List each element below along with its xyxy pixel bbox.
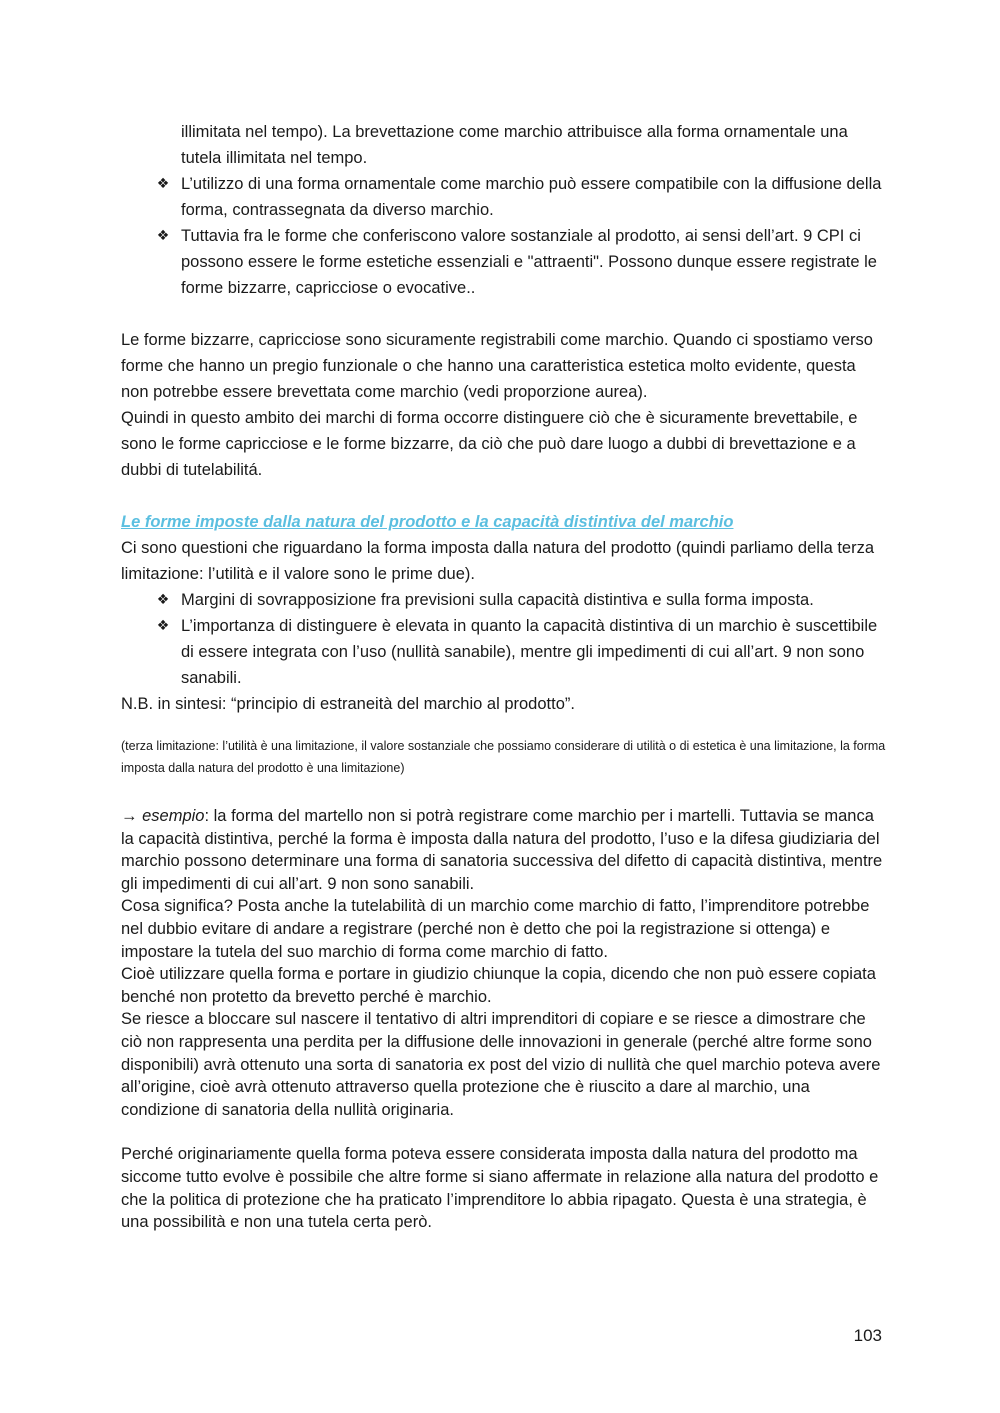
- example-block: [121, 805, 886, 1234]
- arrow-icon: →: [121, 807, 143, 825]
- paragraph: Se riesce a bloccare sul nascere il tentativo di altri imprenditori di copiare e se riesce a dimostrare che ciò non rappresenta una perdita per la diffusione delle innovazioni in generale (perché altre forme sono disponibili) avrà ottenuto una sorta di sanatoria ex post del vizio di nullità che quel marchio poteva avere all’origine, cioè avrà ottenuto attraverso quella protezione che è riuscito a dare al marchio, una condizione di sanatoria della nullità originaria.: [121, 1010, 881, 1119]
- paragraph: Cosa significa? Posta anche la tutelabilità di un marchio come marchio di fatto, l’imprenditore potrebbe nel dubbio evitare di andare a registrare (perché non è detto che poi la registrazione si ottenga) e impostare la tutela del suo marchio di forma come marchio di fatto.: [121, 897, 870, 961]
- section-intro: Ci sono questioni che riguardano la forma imposta dalla natura del prodotto (quindi parliamo della terza limitazione: l’utilità e il valore sono le prime due).: [121, 539, 875, 583]
- spacer: [121, 717, 886, 735]
- page-content: [121, 119, 886, 1234]
- list-item-text: L’importanza di distinguere è elevata in quanto la capacità distintiva di un marchio è suscettibile di essere integrata con l’uso (nullità sanabile), mentre gli impedimenti di cui all’art. 9 non sono sanabili.: [181, 617, 878, 687]
- paragraph: Le forme bizzarre, capricciose sono sicuramente registrabili come marchio. Quando ci spostiamo verso forme che hanno un pregio funzionale o che hanno una caratteristica estetica molto evidente, questa non potrebbe essere brevettata come marchio (vedi proporzione aurea).: [121, 331, 873, 401]
- diamond-bullet-icon: ❖: [156, 228, 170, 244]
- spacer: [121, 1121, 886, 1143]
- list-item: [121, 613, 886, 691]
- closing-paragraph: Perché originariamente quella forma poteva essere considerata imposta dalla natura del prodotto ma siccome tutto evolve è possibile che altre forme si siano affermate in relazione alla natura del prodotto e che la politica di protezione che ha praticato l’imprenditore lo abbia ripagato. Questa è una strategia, è una possibilità e non una tutela certa però.: [121, 1145, 879, 1232]
- paragraph: Quindi in questo ambito dei marchi di forma occorre distinguere ciò che è sicuramente brevettabile, e sono le forme capricciose e le forme bizzarre, da ciò che può dare luogo a dubbi di brevettazione e a dubbi di tutelabilitá.: [121, 409, 858, 479]
- nb-note: N.B. in sintesi: “principio di estraneità del marchio al prodotto”.: [121, 695, 575, 713]
- section-heading: Le forme imposte dalla natura del prodotto e la capacità distintiva del marchio: [121, 513, 734, 531]
- list-item: [121, 587, 886, 613]
- spacer: [121, 483, 886, 509]
- example-text: : la forma del martello non si potrà registrare come marchio per i martelli. Tuttavia se manca la capacità distintiva, perché la forma è imposta dalla natura del prodotto, l’uso e la difesa giudiziaria del marchio possono determinare una forma di sanatoria successiva del difetto di capacità distintiva, mentre gli impedimenti di cui all’art. 9 non sono sanabili.: [121, 807, 883, 893]
- diamond-bullet-icon: ❖: [156, 618, 170, 634]
- small-note: (terza limitazione: l’utilità è una limitazione, il valore sostanziale che possiamo considerare di utilità o di estetica è una limitazione, la forma imposta dalla natura del prodotto è una limitazione): [121, 739, 886, 775]
- page-number: 103: [853, 1326, 882, 1345]
- spacer: [121, 779, 886, 805]
- diamond-bullet-icon: ❖: [156, 176, 170, 192]
- list-item-text: Tuttavia fra le forme che conferiscono valore sostanziale al prodotto, ai sensi dell’art. 9 CPI ci possono essere le forme estetiche essenziali e "attraenti". Possono dunque essere registrate le forme bizzarre, capricciose o evocative..: [181, 227, 877, 297]
- list-item: [121, 223, 886, 301]
- list-item-text: L’utilizzo di una forma ornamentale come marchio può essere compatibile con la diffusione della forma, contrassegnata da diverso marchio.: [181, 175, 882, 219]
- diamond-bullet-icon: ❖: [156, 592, 170, 608]
- paragraph: Cioè utilizzare quella forma e portare in giudizio chiunque la copia, dicendo che non può essere copiata benché non protetto da brevetto perché è marchio.: [121, 965, 876, 1006]
- bullet-list-top: [121, 171, 886, 301]
- intro-continuation: illimitata nel tempo). La brevettazione come marchio attribuisce alla forma ornamentale una tutela illimitata nel tempo.: [181, 123, 848, 167]
- spacer: [121, 301, 886, 327]
- example-paragraph: [121, 805, 886, 895]
- example-label: esempio: [142, 807, 205, 825]
- list-item-text: Margini di sovrapposizione fra previsioni sulla capacità distintiva e sulla forma imposta.: [181, 591, 814, 609]
- list-item: [121, 171, 886, 223]
- bullet-list-section: [121, 587, 886, 691]
